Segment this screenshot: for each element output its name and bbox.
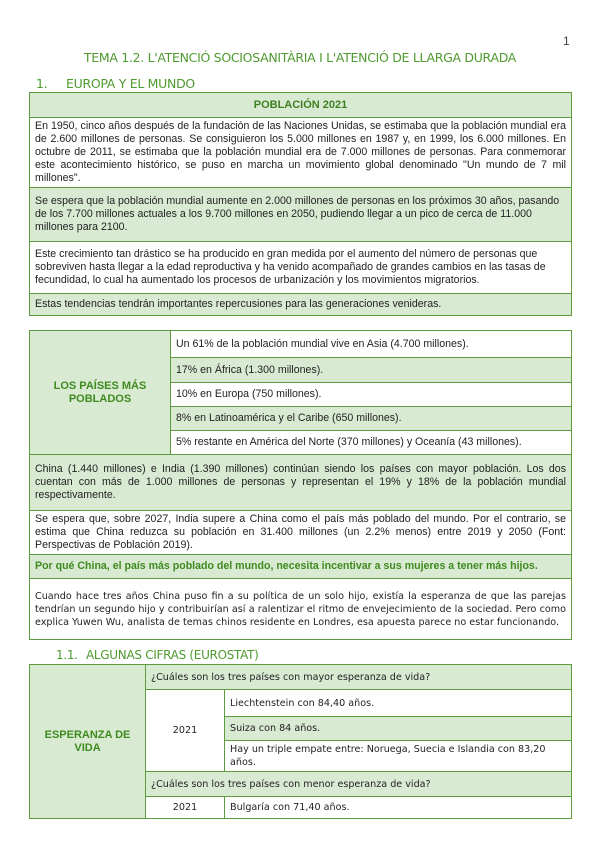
list-item: 5% restante en América del Norte (370 millones) y Oceanía (43 millones). <box>171 431 572 455</box>
paragraph: Este crecimiento tan drástico se ha producido en gran medida por el aumento del número de personas que sobreviven hasta llegar a la edad reproductiva y ha venido acompañado de grandes cambios en las tasas de fecundidad, lo cual ha aumentado los procesos de urbanización y los movimientos migratorios. <box>30 242 572 294</box>
subsection-title: ALGUNAS CIFRAS (EUROSTAT) <box>86 648 259 662</box>
table-header: POBLACIÓN 2021 <box>30 93 572 118</box>
document-title: TEMA 1.2. L'ATENCIÓ SOCIOSANITÀRIA I L'ATENCIÓ DE LLARGA DURADA <box>83 50 517 65</box>
list-item: Suiza con 84 años. <box>225 717 572 741</box>
headline: Por qué China, el país más poblado del mundo, necesita incentivar a sus mujeres a tener más hijos. <box>30 555 572 579</box>
section-title: EUROPA Y EL MUNDO <box>66 76 195 91</box>
year-cell: 2021 <box>146 797 225 819</box>
list-item: 17% en África (1.300 millones). <box>171 358 572 383</box>
subsection-heading <box>56 648 259 662</box>
question: ¿Cuáles son los tres países con mayor esperanza de vida? <box>146 665 572 690</box>
list-item: Un 61% de la población mundial vive en Asia (4.700 millones). <box>171 331 572 358</box>
row-label: LOS PAÍSES MÁS POBLADOS <box>30 331 171 455</box>
paragraph: En 1950, cinco años después de la fundación de las Naciones Unidas, se estimaba que la población mundial era de 2.600 millones de personas. Se consiguieron los 5.000 millones en 1987 y, en 1999, los 6.000 millones. En octubre de 2011, se estimaba que la población mundial era de 7.000 millones de personas. Para conmemorar este acontecimiento histórico, se puso en marcha un movimiento global denominado "Un mundo de 7 mil millones". <box>30 118 572 188</box>
subsection-number: 1.1. <box>56 648 78 662</box>
paragraph: Cuando hace tres años China puso fin a su política de un solo hijo, existía la esperanza de que las parejas tendrían un segundo hijo y contribuirían así a ralentizar el ritmo de envejecimiento de la sociedad. Pero como explica Yuwen Wu, analista de temas chinos residente en Londres, esa apuesta parece no estar funcionando. <box>30 579 572 640</box>
paragraph: China (1.440 millones) e India (1.390 millones) continúan siendo los países con mayor población. Los dos cuentan con más de 1.000 millones de personas y representan el 19% y 18% de la población mundial respectivamente. <box>30 455 572 511</box>
question: ¿Cuáles son los tres países con menor esperanza de vida? <box>146 772 572 797</box>
row-label: ESPERANZA DE VIDA <box>30 665 146 819</box>
population-table <box>29 92 572 316</box>
page-number: 1 <box>563 34 570 48</box>
section-number: 1. <box>36 76 48 91</box>
list-item: Hay un triple empate entre: Noruega, Suecia e Islandia con 83,20 años. <box>225 741 572 772</box>
year-cell: 2021 <box>146 690 225 772</box>
most-populated-table <box>29 330 572 640</box>
list-item: Bulgaría con 71,40 años. <box>225 797 572 819</box>
section-heading <box>36 76 195 91</box>
list-item: 10% en Europa (750 millones). <box>171 383 572 407</box>
list-item: Liechtenstein con 84,40 años. <box>225 690 572 717</box>
list-item: 8% en Latinoamérica y el Caribe (650 millones). <box>171 407 572 431</box>
paragraph: Se espera que, sobre 2027, India supere a China como el país más poblado del mundo. Por el contrario, se estima que China reduzca su población en 31.400 millones (un 2.2% menos) entre 2019 y 2050 (Font: Perspectivas de Población 2019). <box>30 511 572 555</box>
life-expectancy-table <box>29 664 572 819</box>
paragraph: Se espera que la población mundial aumente en 2.000 millones de personas en los próximos 30 años, pasando de los 7.700 millones actuales a los 9.700 millones en 2050, pudiendo llegar a un pico de cerca de 11.000 millones para 2100. <box>30 188 572 242</box>
paragraph: Estas tendencias tendrán importantes repercusiones para las generaciones venideras. <box>30 294 572 316</box>
